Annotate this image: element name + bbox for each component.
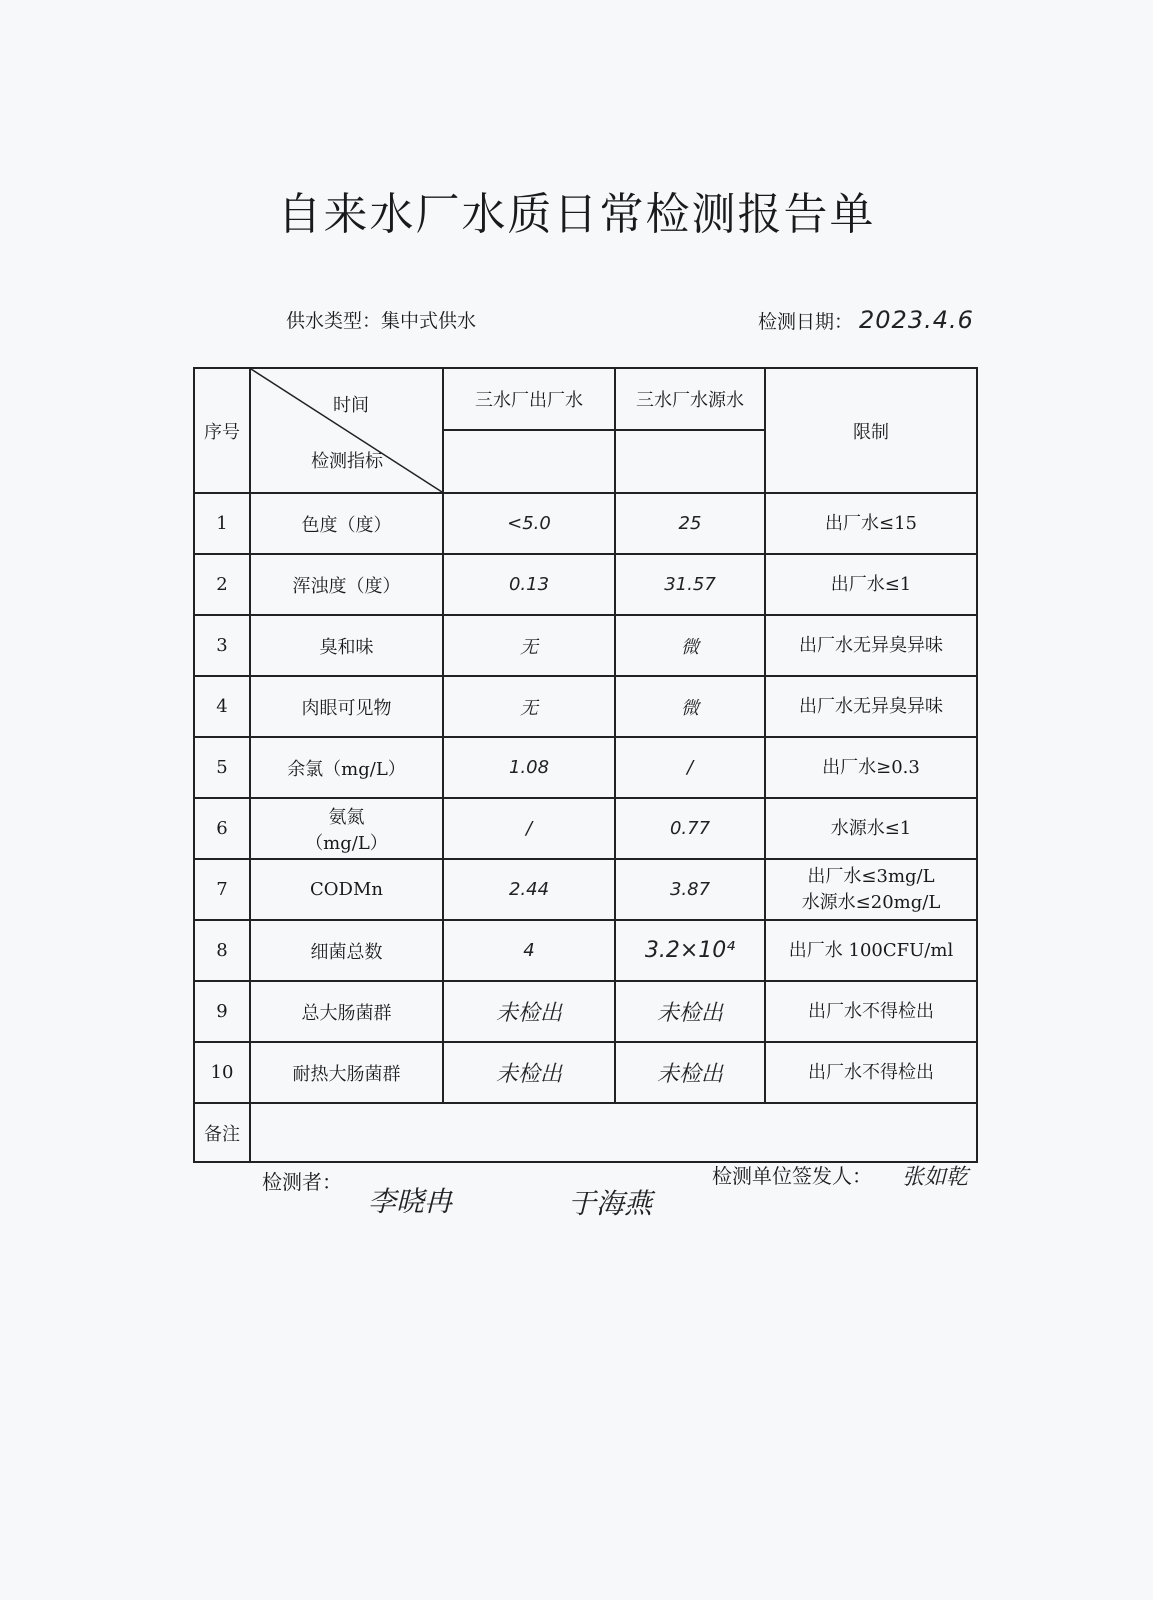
col-outlet-header: 三水厂出厂水 [443, 368, 615, 430]
supply-type-value: 集中式供水 [381, 310, 477, 332]
diag-bottom-label: 检测指标 [311, 451, 383, 472]
row-limit-line1: 出厂水≤3mg/L [807, 865, 935, 887]
row-indicator: 浑浊度（度） [250, 554, 443, 615]
supply-type-label: 供水类型： [286, 310, 382, 332]
row-outlet-value: 4 [443, 920, 615, 981]
row-seq: 10 [194, 1042, 250, 1103]
row-outlet-value: / [443, 798, 615, 859]
diag-top-label: 时间 [333, 395, 369, 416]
row-limit: 出厂水≥0.3 [765, 737, 977, 798]
row-source-value: 25 [615, 493, 765, 554]
row-indicator [250, 798, 443, 859]
row-seq: 5 [194, 737, 250, 798]
source-time-cell [615, 430, 765, 493]
seq-header: 序号 [194, 368, 250, 493]
diagonal-line [251, 369, 442, 492]
row-outlet-value: 2.44 [443, 859, 615, 920]
row-indicator-unit: （mg/L） [305, 832, 388, 854]
tester-signature-2: 于海燕 [568, 1187, 653, 1220]
table-row [194, 676, 977, 737]
row-outlet-value: 未检出 [443, 981, 615, 1042]
signer-label: 检测单位签发人： [712, 1164, 872, 1188]
signer-signature: 张如乾 [902, 1165, 969, 1190]
row-seq: 2 [194, 554, 250, 615]
row-limit: 出厂水无异臭异味 [765, 615, 977, 676]
test-date [758, 306, 974, 334]
row-seq: 4 [194, 676, 250, 737]
remark-label: 备注 [194, 1103, 250, 1162]
supply-type [286, 306, 476, 333]
row-outlet-value: 未检出 [443, 1042, 615, 1103]
outlet-time-cell [443, 430, 615, 493]
row-indicator: 余氯（mg/L） [250, 737, 443, 798]
row-outlet-value: 无 [443, 615, 615, 676]
remark-content [250, 1103, 977, 1162]
test-date-label: 检测日期： [758, 311, 854, 333]
remark-row [194, 1103, 977, 1162]
row-indicator: 细菌总数 [250, 920, 443, 981]
table-row [194, 920, 977, 981]
row-source-value: 微 [615, 676, 765, 737]
row-seq: 8 [194, 920, 250, 981]
row-limit: 出厂水不得检出 [765, 1042, 977, 1103]
report-table [193, 367, 978, 1163]
row-seq: 3 [194, 615, 250, 676]
test-date-value: 2023.4.6 [859, 306, 974, 334]
row-source-value: 0.77 [615, 798, 765, 859]
row-limit: 出厂水 100CFU/ml [765, 920, 977, 981]
table-row [194, 1042, 977, 1103]
tester-label: 检测者： [262, 1170, 342, 1194]
table-row [194, 981, 977, 1042]
row-seq: 9 [194, 981, 250, 1042]
row-source-value: 微 [615, 615, 765, 676]
row-outlet-value: 无 [443, 676, 615, 737]
row-outlet-value: <5.0 [443, 493, 615, 554]
col-source-header: 三水厂水源水 [615, 368, 765, 430]
row-outlet-value: 1.08 [443, 737, 615, 798]
row-indicator: 肉眼可见物 [250, 676, 443, 737]
row-indicator: 耐热大肠菌群 [250, 1042, 443, 1103]
table-row [194, 554, 977, 615]
row-source-value: 未检出 [615, 981, 765, 1042]
row-indicator: 色度（度） [250, 493, 443, 554]
row-indicator: 总大肠菌群 [250, 981, 443, 1042]
row-seq: 6 [194, 798, 250, 859]
table-row [194, 859, 977, 920]
row-source-value: 3.87 [615, 859, 765, 920]
row-seq: 7 [194, 859, 250, 920]
row-limit: 出厂水≤15 [765, 493, 977, 554]
row-source-value: / [615, 737, 765, 798]
row-source-value: 未检出 [615, 1042, 765, 1103]
table-row [194, 737, 977, 798]
row-limit: 出厂水不得检出 [765, 981, 977, 1042]
row-limit-line2: 水源水≤20mg/L [801, 891, 941, 913]
row-limit [765, 859, 977, 920]
table-row [194, 615, 977, 676]
row-indicator: CODMn [250, 859, 443, 920]
tester-signature-1: 李晓冉 [368, 1185, 453, 1218]
row-outlet-value: 0.13 [443, 554, 615, 615]
table-row [194, 493, 977, 554]
row-limit: 出厂水≤1 [765, 554, 977, 615]
row-limit: 出厂水无异臭异味 [765, 676, 977, 737]
col-limit-header: 限制 [765, 368, 977, 493]
table-row [194, 798, 977, 859]
report-title: 自来水厂水质日常检测报告单 [277, 189, 876, 240]
row-indicator-name: 氨氮 [328, 806, 365, 828]
row-limit: 水源水≤1 [765, 798, 977, 859]
row-indicator: 臭和味 [250, 615, 443, 676]
row-seq: 1 [194, 493, 250, 554]
row-source-value: 3.2×10⁴ [615, 920, 765, 981]
diagonal-header [250, 368, 443, 493]
row-source-value: 31.57 [615, 554, 765, 615]
